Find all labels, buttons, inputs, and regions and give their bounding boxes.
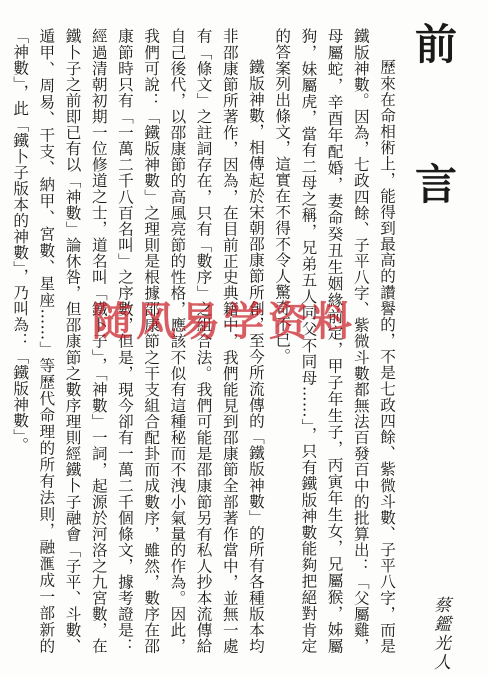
- preface-body: [11, 28, 400, 654]
- page-title: 前 言: [409, 22, 458, 232]
- author-signature: 蔡鑑光人: [430, 596, 450, 672]
- watermark: 随风易学资料: [92, 299, 356, 345]
- paragraph-1: 歷來在命相術上，能得到最高的讚譽的，不是七政四餘、紫微斗數、子平八字，而是鐵版神數。因為，七政四餘、子平八字、紫微斗數都無法百發百中的批算出：「父屬雞，母屬蛇，辛酉年配婚，妻命癸丑生姻緣前定，甲子年生子，丙寅年生女，兄屬猴，姊屬狗，妹屬虎，當有二母之稱，兄弟五人同父不同母……」，只有鐵版神數能夠把絕對肯定的答案列出條文，這實在不得不令人驚奇不已。: [273, 28, 396, 654]
- paragraph-2: 鐵版神數，相傳起於宋朝邵康節所創，至今所流傳的「鐵版神數」的所有各種版本均非邵康節所著作，因為，在目前正史典籍中，我們能見到邵康節全部著作當中，並無一處有「條文」之註詞存在，只有「數序」之組合法。我們可能是邵康節另有私人抄本流傳給自己後代，以邵康節的高風亮節的性格，應該不似有這種秘而不洩小氣量的作為。因此，我們可說：「鐵版神數」之理則是根據邵康節之干支組合配卦而成數序，雖然，數序在邵康節時只有「一萬二千八百名叫」之序數，但是，現今卻有一萬二千個條文，據考證是：經過清朝初期一位修道之士，道名叫「鐵卜子」，「神數」一詞，起源於河洛之九宮數，在鐵卜子之前即已有以「神數」論休咎，但邵康節之數序理則經鐵卜子融會「子平、斗數、遁甲、周易、干支、納甲、宮數、星座……」等歷代命理的所有法則，融滙成一部新的「神數」，此「鐵卜子版本的神數」，乃叫為：「鐵版神數」。: [11, 28, 265, 654]
